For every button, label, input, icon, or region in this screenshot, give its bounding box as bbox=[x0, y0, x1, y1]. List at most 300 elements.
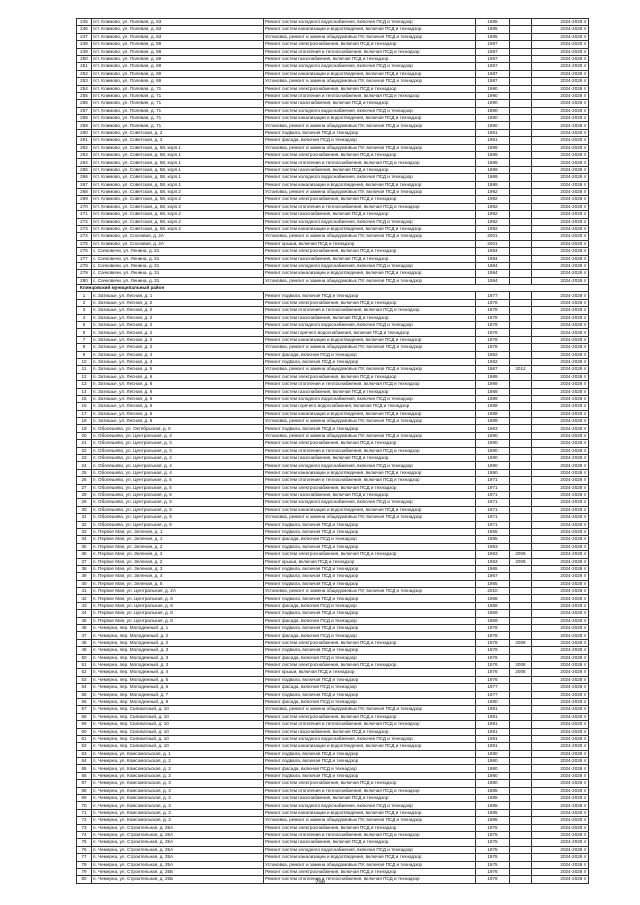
year-built-cell: 1990 bbox=[476, 455, 510, 462]
year-built-cell: 1990 bbox=[476, 85, 510, 92]
year-last-repair-cell bbox=[510, 70, 532, 77]
planned-period-cell: 2024-2028 гг bbox=[532, 225, 589, 232]
address-cell: п. Чемерна, ул. Строительная, д. 25А bbox=[92, 846, 264, 853]
table-row bbox=[77, 188, 589, 195]
year-last-repair-cell bbox=[510, 322, 532, 329]
table-row bbox=[77, 344, 589, 351]
year-built-cell: 1989 bbox=[476, 410, 510, 417]
address-cell: п. Чемерна, пер. Молодежный, д. 3 bbox=[92, 647, 264, 654]
year-last-repair-cell bbox=[510, 654, 532, 661]
year-last-repair-cell bbox=[510, 129, 532, 136]
address-cell: п. Затишье, ул. Лесная, д. 2 bbox=[92, 336, 264, 343]
address-cell: п. Чемерна, пер. Молодежный, д. 3 bbox=[92, 654, 264, 661]
year-last-repair-cell bbox=[510, 248, 532, 255]
address-cell: п. Оболешево, ул. Центральная, д. 4 bbox=[92, 455, 264, 462]
address-cell: п. Затишье, ул. Лесная, д. 6 bbox=[92, 388, 264, 395]
year-last-repair-cell bbox=[510, 270, 532, 277]
row-number: 26 bbox=[77, 477, 92, 484]
year-built-cell: 1969 bbox=[476, 617, 510, 624]
work-type-cell: Ремонт систем канализации и водоотведения, включая ПСД и технадзор bbox=[264, 469, 476, 476]
year-built-cell: 1971 bbox=[476, 514, 510, 521]
address-cell: п. Затишье, ул. Лесная, д. 2 bbox=[92, 299, 264, 306]
work-type-cell: Ремонт фасада, включая ПСД и технадзор bbox=[264, 617, 476, 624]
row-number: 276 bbox=[77, 248, 92, 255]
year-last-repair-cell bbox=[510, 122, 532, 129]
address-cell: п. Чемерна, ул. Строительная, д. 25А bbox=[92, 854, 264, 861]
year-last-repair-cell bbox=[510, 92, 532, 99]
planned-period-cell: 2024-2028 гг bbox=[532, 639, 589, 646]
work-type-cell: Ремонт систем канализации и водоотведения, включая ПСД и технадзор bbox=[264, 336, 476, 343]
row-number: 33 bbox=[77, 528, 92, 535]
work-type-cell: Ремонт систем газоснабжения, включая ПСД и технадзор bbox=[264, 211, 476, 218]
address-cell: пгт. Климово, ул. Советская, д. 58, корп.2 bbox=[92, 211, 264, 218]
row-number: 77 bbox=[77, 854, 92, 861]
year-last-repair-cell bbox=[510, 174, 532, 181]
planned-period-cell: 2024-2028 гг bbox=[532, 484, 589, 491]
planned-period-cell: 2024-2028 гг bbox=[532, 617, 589, 624]
work-type-cell: Ремонт систем газоснабжения, включая ПСД и технадзор bbox=[264, 795, 476, 802]
table-row bbox=[77, 765, 589, 772]
planned-period-cell: 2024-2028 гг bbox=[532, 174, 589, 181]
work-type-cell: Установка, ремонт и замена общедомовых ПУ, включая ПСД и технадзор bbox=[264, 233, 476, 240]
work-type-cell: Ремонт фасада, включая ПСД и технадзор bbox=[264, 765, 476, 772]
row-number: 275 bbox=[77, 240, 92, 247]
table-row bbox=[77, 307, 589, 314]
row-number: 24 bbox=[77, 462, 92, 469]
planned-period-cell: 2024-2028 гг bbox=[532, 188, 589, 195]
address-cell: п. Чемерна, ул. Комсомольская, д. 2 bbox=[92, 765, 264, 772]
row-number: 29 bbox=[77, 499, 92, 506]
row-number: 59 bbox=[77, 721, 92, 728]
row-number: 46 bbox=[77, 625, 92, 632]
year-last-repair-cell bbox=[510, 196, 532, 203]
year-built-cell: 1975 bbox=[476, 854, 510, 861]
planned-period-cell: 2024-2028 гг bbox=[532, 270, 589, 277]
address-cell: п. Чемерна, ул. Комсомольская, д. 1 bbox=[92, 750, 264, 757]
address-cell: п. Оболешево, ул. Центральная, д. 4 bbox=[92, 447, 264, 454]
row-number: 256 bbox=[77, 100, 92, 107]
year-last-repair-cell bbox=[510, 351, 532, 358]
year-built-cell: 1978 bbox=[476, 299, 510, 306]
work-type-cell: Ремонт систем электроснабжения, включая ПСД и технадзор bbox=[264, 373, 476, 380]
address-cell: пгт. Климово, ул. Полевая, д. 69 bbox=[92, 63, 264, 70]
planned-period-cell: 2024-2028 гг bbox=[532, 817, 589, 824]
work-type-cell: Ремонт фасада, включая ПСД и технадзор bbox=[264, 632, 476, 639]
year-built-cell: 1984 bbox=[476, 255, 510, 262]
planned-period-cell: 2024-2028 гг bbox=[532, 307, 589, 314]
year-built-cell: 1971 bbox=[476, 477, 510, 484]
planned-period-cell: 2024-2028 гг bbox=[532, 477, 589, 484]
year-built-cell: 1990 bbox=[476, 447, 510, 454]
row-number: 251 bbox=[77, 63, 92, 70]
planned-period-cell: 2024-2028 гг bbox=[532, 469, 589, 476]
planned-period-cell: 2024-2028 гг bbox=[532, 203, 589, 210]
year-last-repair-cell bbox=[510, 100, 532, 107]
year-last-repair-cell bbox=[510, 55, 532, 62]
planned-period-cell: 2024-2028 гг bbox=[532, 440, 589, 447]
year-built-cell: 1992 bbox=[476, 196, 510, 203]
work-type-cell: Ремонт крыши, включая ПСД и технадзор bbox=[264, 669, 476, 676]
address-cell: пгт. Климово, ул. Советская, д. 58, корп.2 bbox=[92, 218, 264, 225]
work-type-cell: Ремонт систем отопления и теплоснабжения, включая ПСД и технадзор bbox=[264, 381, 476, 388]
planned-period-cell: 2024-2028 гг bbox=[532, 292, 589, 299]
table-row bbox=[77, 595, 589, 602]
year-last-repair-cell bbox=[510, 203, 532, 210]
planned-period-cell: 2024-2028 гг bbox=[532, 395, 589, 402]
table-row bbox=[77, 802, 589, 809]
address-cell: п. Затишье, ул. Лесная, д. 5 bbox=[92, 366, 264, 373]
address-cell: п. Чемерна, пер. Молодежный, д. 1 bbox=[92, 625, 264, 632]
year-last-repair-cell bbox=[510, 48, 532, 55]
planned-period-cell: 2024-2028 гг bbox=[532, 336, 589, 343]
year-built-cell: 1965 bbox=[476, 565, 510, 572]
work-type-cell: Ремонт систем газоснабжения, включая ПСД и технадзор bbox=[264, 100, 476, 107]
year-built-cell: 1975 bbox=[476, 824, 510, 831]
table-row bbox=[77, 455, 589, 462]
address-cell: пгт. Климово, ул. Полевая, д. 71 bbox=[92, 122, 264, 129]
address-cell: п. Затишье, ул. Лесная, д. 6 bbox=[92, 373, 264, 380]
address-cell: п. Затишье, ул. Лесная, д. 2 bbox=[92, 329, 264, 336]
year-built-cell: 1990 bbox=[476, 107, 510, 114]
row-number: 18 bbox=[77, 418, 92, 425]
row-number: 269 bbox=[77, 196, 92, 203]
planned-period-cell: 2024-2028 гг bbox=[532, 506, 589, 513]
year-last-repair-cell bbox=[510, 580, 532, 587]
planned-period-cell: 2024-2028 гг bbox=[532, 26, 589, 33]
work-type-cell: Установка, ремонт и замена общедомовых ПУ, включая ПСД и технадзор bbox=[264, 78, 476, 85]
row-number: 79 bbox=[77, 868, 92, 875]
work-type-cell: Ремонт систем канализации и водоотведения, включая ПСД и технадзор bbox=[264, 410, 476, 417]
year-built-cell: 1989 bbox=[476, 373, 510, 380]
row-number: 42 bbox=[77, 595, 92, 602]
table-row bbox=[77, 240, 589, 247]
row-number: 54 bbox=[77, 684, 92, 691]
table-row bbox=[77, 137, 589, 144]
work-type-cell: Ремонт подвала, включая ПСД и технадзор bbox=[264, 528, 476, 535]
row-number: 11 bbox=[77, 366, 92, 373]
planned-period-cell: 2024-2028 гг bbox=[532, 351, 589, 358]
year-last-repair-cell bbox=[510, 743, 532, 750]
address-cell: п. Затишье, ул. Лесная, д. 6 bbox=[92, 395, 264, 402]
table-row bbox=[77, 159, 589, 166]
year-last-repair-cell bbox=[510, 706, 532, 713]
address-cell: п. Первое Мая, ул. Зеленая, д. 4 bbox=[92, 573, 264, 580]
table-row bbox=[77, 868, 589, 875]
table-row bbox=[77, 639, 589, 646]
row-number: 41 bbox=[77, 588, 92, 595]
row-number: 4 bbox=[77, 314, 92, 321]
work-type-cell: Ремонт подвала, включая ПСД и технадзор bbox=[264, 580, 476, 587]
work-type-cell: Ремонт систем электроснабжения, включая ПСД и технадзор bbox=[264, 661, 476, 668]
year-built-cell: 1989 bbox=[476, 174, 510, 181]
table-row bbox=[77, 196, 589, 203]
address-cell: п. Первое Мая, ул. Центральная, д. 6 bbox=[92, 602, 264, 609]
year-built-cell: 1980 bbox=[476, 750, 510, 757]
planned-period-cell: 2024-2028 гг bbox=[532, 558, 589, 565]
address-cell: п. Оболешево, ул. Октябрьская, д. 5 bbox=[92, 425, 264, 432]
year-last-repair-cell bbox=[510, 750, 532, 757]
row-number: 76 bbox=[77, 846, 92, 853]
year-built-cell: 1985 bbox=[476, 802, 510, 809]
row-number: 52 bbox=[77, 669, 92, 676]
year-built-cell: 1975 bbox=[476, 839, 510, 846]
year-last-repair-cell bbox=[510, 314, 532, 321]
year-built-cell: 1992 bbox=[476, 203, 510, 210]
planned-period-cell: 2024-2028 гг bbox=[532, 152, 589, 159]
year-built-cell: 1984 bbox=[476, 277, 510, 284]
planned-period-cell: 2024-2028 гг bbox=[532, 514, 589, 521]
work-type-cell: Ремонт систем электроснабжения, включая ПСД и технадзор bbox=[264, 440, 476, 447]
row-number: 35 bbox=[77, 543, 92, 550]
row-number: 69 bbox=[77, 795, 92, 802]
year-last-repair-cell bbox=[510, 824, 532, 831]
table-row bbox=[77, 469, 589, 476]
table-row bbox=[77, 824, 589, 831]
work-type-cell: Ремонт подвала, включая ПСД и технадзор bbox=[264, 750, 476, 757]
planned-period-cell: 2024-2028 гг bbox=[532, 329, 589, 336]
row-number: 78 bbox=[77, 861, 92, 868]
year-last-repair-cell bbox=[510, 381, 532, 388]
year-built-cell: 1969 bbox=[476, 610, 510, 617]
table-row bbox=[77, 26, 589, 33]
planned-period-cell: 2024-2028 гг bbox=[532, 772, 589, 779]
row-number: 39 bbox=[77, 573, 92, 580]
address-cell: пгт. Климово, ул. Полевая, д. 63 bbox=[92, 26, 264, 33]
year-built-cell: 1987 bbox=[476, 63, 510, 70]
planned-period-cell: 2024-2028 гг bbox=[532, 381, 589, 388]
table-row bbox=[77, 565, 589, 572]
year-last-repair-cell bbox=[510, 388, 532, 395]
table-row bbox=[77, 78, 589, 85]
year-built-cell: 1976 bbox=[476, 654, 510, 661]
row-number: 16 bbox=[77, 403, 92, 410]
address-cell: пгт. Климово, ул. Советская, д. 58, корп.2 bbox=[92, 203, 264, 210]
year-last-repair-cell bbox=[510, 33, 532, 40]
table-row bbox=[77, 299, 589, 306]
address-cell: пгт. Климово, ул. Советская, д. 58, корп.1 bbox=[92, 166, 264, 173]
work-type-cell: Ремонт систем холодного водоснабжения, включая ПСД и технадзор bbox=[264, 499, 476, 506]
year-last-repair-cell bbox=[510, 63, 532, 70]
table-row bbox=[77, 492, 589, 499]
work-type-cell: Ремонт систем электроснабжения, включая ПСД и технадзор bbox=[264, 152, 476, 159]
table-row bbox=[77, 743, 589, 750]
year-built-cell: 1987 bbox=[476, 366, 510, 373]
work-type-cell: Ремонт систем холодного водоснабжения, включая ПСД и технадзор bbox=[264, 174, 476, 181]
table-row bbox=[77, 373, 589, 380]
address-cell: пгт. Климово, ул. Советская, д. 58, корп.1 bbox=[92, 174, 264, 181]
table-row bbox=[77, 831, 589, 838]
address-cell: п. Первое Мая, ул. Центральная, д. 8 bbox=[92, 617, 264, 624]
year-last-repair-cell: 2008 bbox=[510, 551, 532, 558]
planned-period-cell: 2024-2028 гг bbox=[532, 676, 589, 683]
work-type-cell: Ремонт подвала, включая ПСД и технадзор bbox=[264, 129, 476, 136]
address-cell: пгт. Климово, ул. Полевая, д. 71 bbox=[92, 85, 264, 92]
table-row bbox=[77, 122, 589, 129]
address-cell: п. Чемерна, пер. Силикатный, д. 10 bbox=[92, 721, 264, 728]
address-cell: п. Чемерна, ул. Комсомольская, д. 3 bbox=[92, 772, 264, 779]
address-cell: п. Затишье, ул. Лесная, д. 2 bbox=[92, 307, 264, 314]
year-last-repair-cell bbox=[510, 795, 532, 802]
table-row bbox=[77, 728, 589, 735]
row-number: 48 bbox=[77, 639, 92, 646]
row-number: 65 bbox=[77, 765, 92, 772]
row-number: 249 bbox=[77, 48, 92, 55]
year-last-repair-cell bbox=[510, 528, 532, 535]
work-type-cell: Ремонт систем электроснабжения, включая ПСД и технадзор bbox=[264, 824, 476, 831]
address-cell: п. Чемерна, пер. Молодежный, д. 2 bbox=[92, 639, 264, 646]
work-type-cell: Ремонт фасада, включая ПСД и технадзор bbox=[264, 684, 476, 691]
address-cell: пгт. Климово, ул. Советская, д. 2 bbox=[92, 129, 264, 136]
year-last-repair-cell bbox=[510, 115, 532, 122]
planned-period-cell: 2024-2028 гг bbox=[532, 551, 589, 558]
table-row bbox=[77, 758, 589, 765]
year-built-cell: 1978 bbox=[476, 336, 510, 343]
row-number: 25 bbox=[77, 469, 92, 476]
year-built-cell: 1978 bbox=[476, 307, 510, 314]
table-row bbox=[77, 772, 589, 779]
table-row bbox=[77, 19, 589, 26]
year-last-repair-cell bbox=[510, 425, 532, 432]
address-cell: пгт. Климово, ул. Полевая, д. 71 bbox=[92, 92, 264, 99]
row-number: 17 bbox=[77, 410, 92, 417]
planned-period-cell: 2024-2028 гг bbox=[532, 144, 589, 151]
row-number: 252 bbox=[77, 70, 92, 77]
year-built-cell: 2010 bbox=[476, 588, 510, 595]
work-type-cell: Ремонт систем отопления и теплоснабжения, включая ПСД и технадзор bbox=[264, 48, 476, 55]
work-type-cell: Ремонт систем холодного водоснабжения, включая ПСД и технадзор bbox=[264, 19, 476, 26]
work-type-cell: Ремонт систем отопления и теплоснабжения, включая ПСД и технадзор bbox=[264, 447, 476, 454]
address-cell: п. Затишье, ул. Лесная, д. 6 bbox=[92, 381, 264, 388]
work-type-cell: Ремонт систем отопления и теплоснабжения, включая ПСД и технадзор bbox=[264, 876, 476, 883]
planned-period-cell: 2024-2028 гг bbox=[532, 122, 589, 129]
row-number: 66 bbox=[77, 772, 92, 779]
year-built-cell: 1990 bbox=[476, 100, 510, 107]
work-type-cell: Ремонт систем канализации и водоотведения, включая ПСД и технадзор bbox=[264, 270, 476, 277]
row-number: 28 bbox=[77, 492, 92, 499]
work-type-cell: Ремонт систем холодного водоснабжения, включая ПСД и технадзор bbox=[264, 846, 476, 853]
row-number: 20 bbox=[77, 432, 92, 439]
year-built-cell: 1991 bbox=[476, 735, 510, 742]
year-built-cell: 1978 bbox=[476, 632, 510, 639]
address-cell: п. Чемерна, пер. Молодежный, д. 3 bbox=[92, 661, 264, 668]
year-built-cell: 1989 bbox=[476, 403, 510, 410]
table-row bbox=[77, 706, 589, 713]
planned-period-cell: 2024-2028 гг bbox=[532, 418, 589, 425]
planned-period-cell: 2024-2028 гг bbox=[532, 654, 589, 661]
year-last-repair-cell bbox=[510, 211, 532, 218]
year-built-cell: 1989 bbox=[476, 388, 510, 395]
address-cell: п. Чемерна, пер. Молодежный, д. 6 bbox=[92, 684, 264, 691]
address-cell: п. Чемерна, пер. Молодежный, д. 7 bbox=[92, 691, 264, 698]
year-last-repair-cell bbox=[510, 477, 532, 484]
year-last-repair-cell bbox=[510, 817, 532, 824]
table-row bbox=[77, 425, 589, 432]
planned-period-cell: 2024-2028 гг bbox=[532, 322, 589, 329]
row-number: 258 bbox=[77, 115, 92, 122]
row-number: 30 bbox=[77, 506, 92, 513]
year-last-repair-cell bbox=[510, 514, 532, 521]
year-last-repair-cell bbox=[510, 262, 532, 269]
year-last-repair-cell bbox=[510, 255, 532, 262]
row-number: 262 bbox=[77, 144, 92, 151]
work-type-cell: Ремонт систем отопления и теплоснабжения, включая ПСД и технадзор bbox=[264, 307, 476, 314]
work-type-cell: Установка, ремонт и замена общедомовых ПУ, включая ПСД и технадзор bbox=[264, 432, 476, 439]
table-row bbox=[77, 322, 589, 329]
year-built-cell: 1990 bbox=[476, 115, 510, 122]
table-row bbox=[77, 684, 589, 691]
planned-period-cell: 2024-2028 гг bbox=[532, 92, 589, 99]
address-cell: п. Затишье, ул. Лесная, д. 4 bbox=[92, 351, 264, 358]
address-cell: с. Сачковичи, ул. Ленина, д. 31 bbox=[92, 262, 264, 269]
planned-period-cell: 2024-2028 гг bbox=[532, 735, 589, 742]
row-number: 72 bbox=[77, 817, 92, 824]
work-type-cell: Установка, ремонт и замена общедомовых ПУ, включая ПСД и технадзор bbox=[264, 817, 476, 824]
table-row bbox=[77, 85, 589, 92]
row-number: 261 bbox=[77, 137, 92, 144]
section-header-row bbox=[77, 285, 589, 292]
table-row bbox=[77, 462, 589, 469]
address-cell: п. Оболешево, ул. Центральная, д. 5 bbox=[92, 477, 264, 484]
planned-period-cell: 2024-2028 гг bbox=[532, 358, 589, 365]
year-built-cell: 1976 bbox=[476, 876, 510, 883]
year-built-cell: 1989 bbox=[476, 381, 510, 388]
table-row bbox=[77, 440, 589, 447]
year-last-repair-cell bbox=[510, 698, 532, 705]
year-last-repair-cell bbox=[510, 159, 532, 166]
year-last-repair-cell bbox=[510, 447, 532, 454]
work-type-cell: Ремонт систем газоснабжения, включая ПСД и технадзор bbox=[264, 839, 476, 846]
work-type-cell: Ремонт подвала, включая ПСД и технадзор bbox=[264, 676, 476, 683]
year-last-repair-cell bbox=[510, 721, 532, 728]
work-type-cell: Установка, ремонт и замена общедомовых ПУ, включая ПСД и технадзор bbox=[264, 366, 476, 373]
row-number: 56 bbox=[77, 698, 92, 705]
address-cell: п. Затишье, ул. Лесная, д. 6 bbox=[92, 418, 264, 425]
address-cell: пгт. Климово, ул. Советская, д. 58, корп.1 bbox=[92, 181, 264, 188]
work-type-cell: Ремонт систем газоснабжения, включая ПСД и технадзор bbox=[264, 255, 476, 262]
table-row bbox=[77, 514, 589, 521]
work-type-cell: Ремонт систем холодного водоснабжения, включая ПСД и технадзор bbox=[264, 63, 476, 70]
work-type-cell: Установка, ремонт и замена общедомовых ПУ, включая ПСД и технадзор bbox=[264, 277, 476, 284]
year-built-cell: 1965 bbox=[476, 536, 510, 543]
work-type-cell: Ремонт систем отопления и теплоснабжения, включая ПСД и технадзор bbox=[264, 92, 476, 99]
year-last-repair-cell bbox=[510, 19, 532, 26]
address-cell: пгт. Климово, ул. Полевая, д. 71 bbox=[92, 100, 264, 107]
year-last-repair-cell bbox=[510, 543, 532, 550]
table-row bbox=[77, 499, 589, 506]
planned-period-cell: 2024-2028 гг bbox=[532, 573, 589, 580]
planned-period-cell: 2024-2028 гг bbox=[532, 780, 589, 787]
year-built-cell: 1989 bbox=[476, 395, 510, 402]
row-number: 14 bbox=[77, 388, 92, 395]
address-cell: п. Чемерна, пер. Молодежный, д. 4 bbox=[92, 669, 264, 676]
address-cell: пгт. Климово, ул. Советская, д. 2 bbox=[92, 137, 264, 144]
planned-period-cell: 2024-2028 гг bbox=[532, 795, 589, 802]
planned-period-cell: 2024-2028 гг bbox=[532, 831, 589, 838]
table-row bbox=[77, 166, 589, 173]
year-last-repair-cell bbox=[510, 403, 532, 410]
row-number: 67 bbox=[77, 780, 92, 787]
work-type-cell: Ремонт подвала, включая ПСД и технадзор bbox=[264, 595, 476, 602]
table-row bbox=[77, 211, 589, 218]
address-cell: п. Оболешево, ул. Центральная, д. 5 bbox=[92, 484, 264, 491]
work-type-cell: Ремонт систем электроснабжения, включая ПСД и технадзор bbox=[264, 780, 476, 787]
year-last-repair-cell bbox=[510, 107, 532, 114]
year-last-repair-cell bbox=[510, 521, 532, 528]
year-last-repair-cell bbox=[510, 595, 532, 602]
row-number: 61 bbox=[77, 735, 92, 742]
table-row bbox=[77, 713, 589, 720]
year-last-repair-cell bbox=[510, 307, 532, 314]
